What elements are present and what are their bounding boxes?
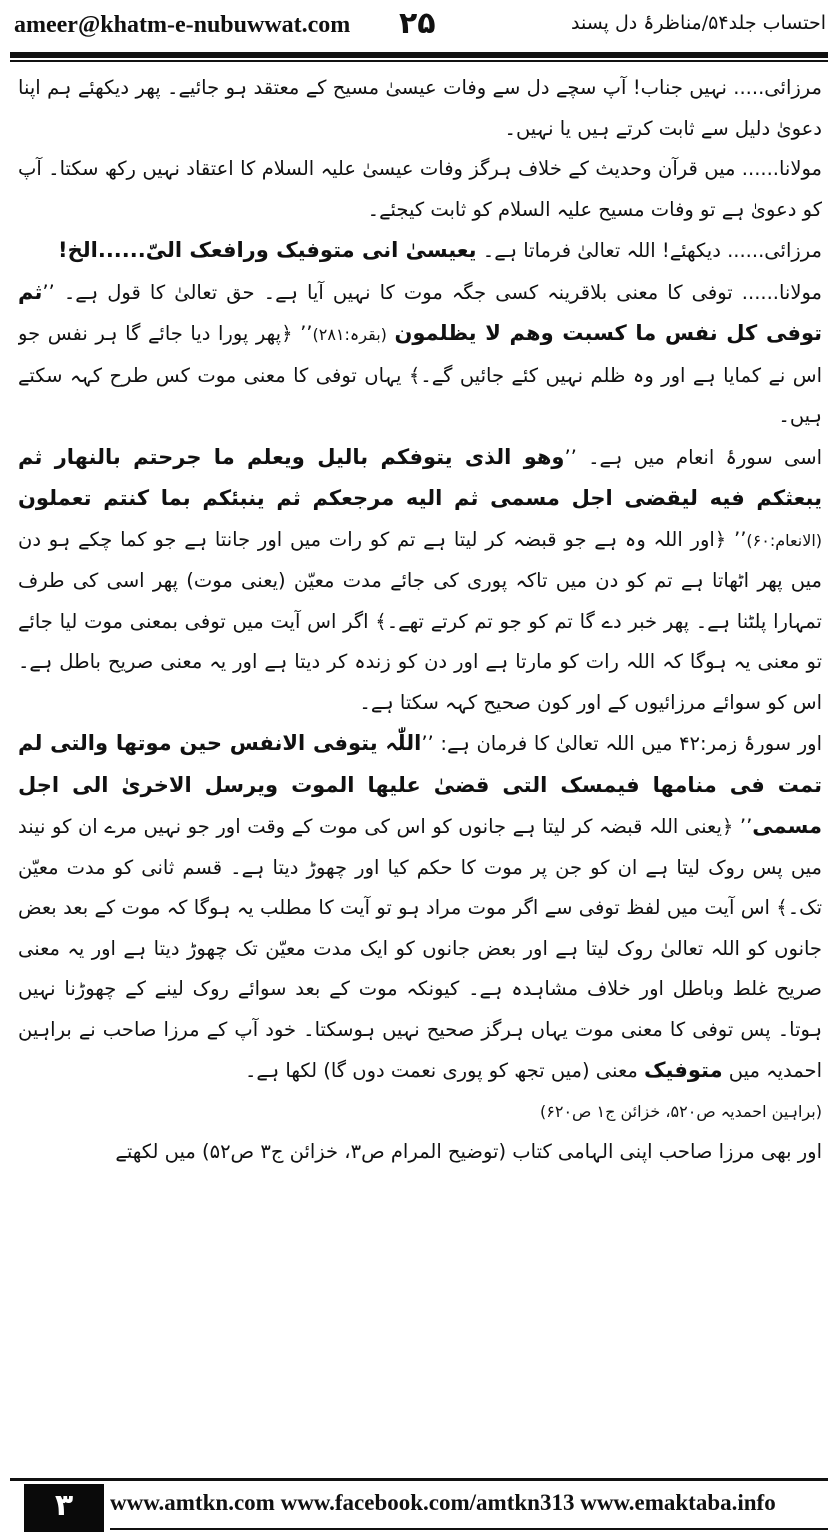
footer-page-number: ۳ [24, 1484, 104, 1532]
header-book-title: احتساب جلد۵۴/مناظرۂ دل پسند [571, 12, 826, 34]
verse-translation: ’’ ﴿اور اللہ وہ ہے جو قبضہ کر لیتا ہے تم کو رات میں اور جانتا ہے جو کما چکے ہو دن میں پھر اٹھاتا ہے تم کو دن میں تاکہ پوری کی جائے مدت معیّن (یعنی موت) پھر اسی کی طرف تمہارا پلٹنا ہے۔ پھر خبر دے گا تم کو جو تم کرتے تھے۔﴾ اگر اس آیت میں توفی بمعنی موت لیا جائے تو معنی یہ ہوگا کہ اللہ رات کو مارتا ہے اور دن کو زندہ کر دیتا ہے اور یہ معنی صریح باطل ہے۔ اس کو سوائے مرزائیوں کے اور کون صحیح کہہ سکتا ہے۔ [18, 527, 822, 714]
header-rule-thin [10, 60, 828, 62]
header-page-number: ۲۵ [399, 6, 436, 41]
paragraph-lead: مرزائی...... دیکھئے! اللہ تعالیٰ فرماتا ہے۔ [482, 239, 822, 262]
header-email: ameer@khatm-e-nubuwwat.com [14, 12, 351, 38]
verse-translation: ’’ ﴿پھر پورا دیا جائے گا ہر نفس جو اس نے کمایا ہے اور وہ ظلم نہیں کئے جائیں گے۔﴾ یہاں توفی کا معنی موت کس طرح کہہ سکتے ہیں۔ [18, 322, 822, 427]
verse-translation: ’’ ﴿یعنی اللہ قبضہ کر لیتا ہے جانوں کو اس کی موت کے وقت اور جو نہیں مرے ان کو نیند میں پس روک لیتا ہے ان کو جن پر موت کا حکم کیا اور چھوڑ دیتا ہے۔ قسم ثانی کو مدت معیّن تک۔﴾ اس آیت میں لفظ توفی سے اگر موت مراد ہو تو آیت کا مطلب یہ ہوگا کہ موت کے بعد بعض جانوں کو اللہ تعالیٰ روک لیتا ہے اور بعض جانوں کو ایک مدت معیّن تک چھوڑ دیتا ہے اور یہ معنی صریح غلط وباطل اور خلاف مشاہدہ ہے۔ کیونکہ موت کے بعد سوائے روک لینے کے چھوڑنا نہیں ہوتا۔ پس توفی کا معنی موت یہاں ہرگز صحیح نہیں ہوسکتا۔ خود آپ کے مرزا صاحب نے براہین احمدیہ میں [18, 815, 822, 1082]
page-footer [10, 1476, 828, 1536]
paragraph-maulana-1: مولانا...... میں قرآن وحدیث کے خلاف ہرگز وفات عیسیٰ علیہ السلام کا اعتقاد نہیں رکھ سکتا۔ آپ کو دعویٰ ہے تو وفات مسیح علیہ السلام کو ثابت کیجئے۔ [18, 157, 822, 221]
paragraph-last: اور بھی مرزا صاحب اپنی الہامی کتاب (توضیح المرام ص۳، خزائن ج۳ ص۵۲) میں لکھتے [115, 1140, 822, 1163]
verse-reference: (بقرہ:۲۸۱) [312, 325, 387, 344]
quran-verse: یعیسیٰ انی متوفیک ورافعک الیّ......الخ! [58, 238, 477, 262]
footer-rule [10, 1478, 828, 1481]
footer-underline [110, 1528, 828, 1530]
paragraph-zumar [18, 723, 822, 1092]
citation: (براہین احمدیہ ص۵۲۰، خزائن ج۱ ص۶۲۰) [540, 1101, 822, 1121]
paragraph-maulana-2 [18, 272, 822, 437]
paragraph-mirzai-1: مرزائی..... نہیں جناب! آپ سچے دل سے وفات عیسیٰ مسیح کے معتقد ہو جائیے۔ پھر دیکھئے ہم اپنا دعویٰ دلیل سے ثابت کرتے ہیں یا نہیں۔ [18, 76, 822, 140]
paragraph-end: معنی (میں تجھ کو پوری نعمت دوں گا) لکھا ہے۔ [244, 1059, 638, 1082]
footer-links: www.amtkn.com www.facebook.com/amtkn313 www.emaktaba.info [110, 1490, 776, 1515]
header-rule-thick [10, 52, 828, 58]
quran-verse: وهو الذی یتوفکم بالیل ویعلم ما جرحتم بالنهار ثم یبعثکم فیه لیقضی اجل مسمی ثم الیه مرجعکم ثم ینبئکم بما کنتم تعملون [18, 444, 822, 510]
quran-verse: اللّٰہ یتوفی الانفس حین موتها والتی لم تمت فی منامها فیمسک التی قضیٰ علیها الموت ویرسل الاخریٰ الی اجل مسمی [18, 731, 822, 838]
paragraph-lead: مولانا...... توفی کا معنی بلاقرینہ کسی جگہ موت کا نہیں آیا ہے۔ حق تعالیٰ کا قول ہے۔ ’’ [42, 280, 822, 304]
verse-reference: (الانعام:۶۰) [746, 530, 822, 550]
page-header [14, 6, 826, 50]
page-body [18, 68, 822, 1428]
quran-verse: ثم توفی کل نفس ما کسبت وهم لا یظلمون [18, 279, 822, 345]
paragraph-anam [18, 437, 822, 724]
paragraph-lead: اسی سورۂ انعام میں ہے۔ ’’ [564, 445, 822, 469]
paragraph-lead: اور سورۂ زمر:۴۲ میں اللہ تعالیٰ کا فرمان ہے: ’’ [421, 732, 822, 755]
arabic-word: متوفیک [644, 1058, 723, 1082]
paragraph-mirzai-2 [18, 230, 822, 272]
